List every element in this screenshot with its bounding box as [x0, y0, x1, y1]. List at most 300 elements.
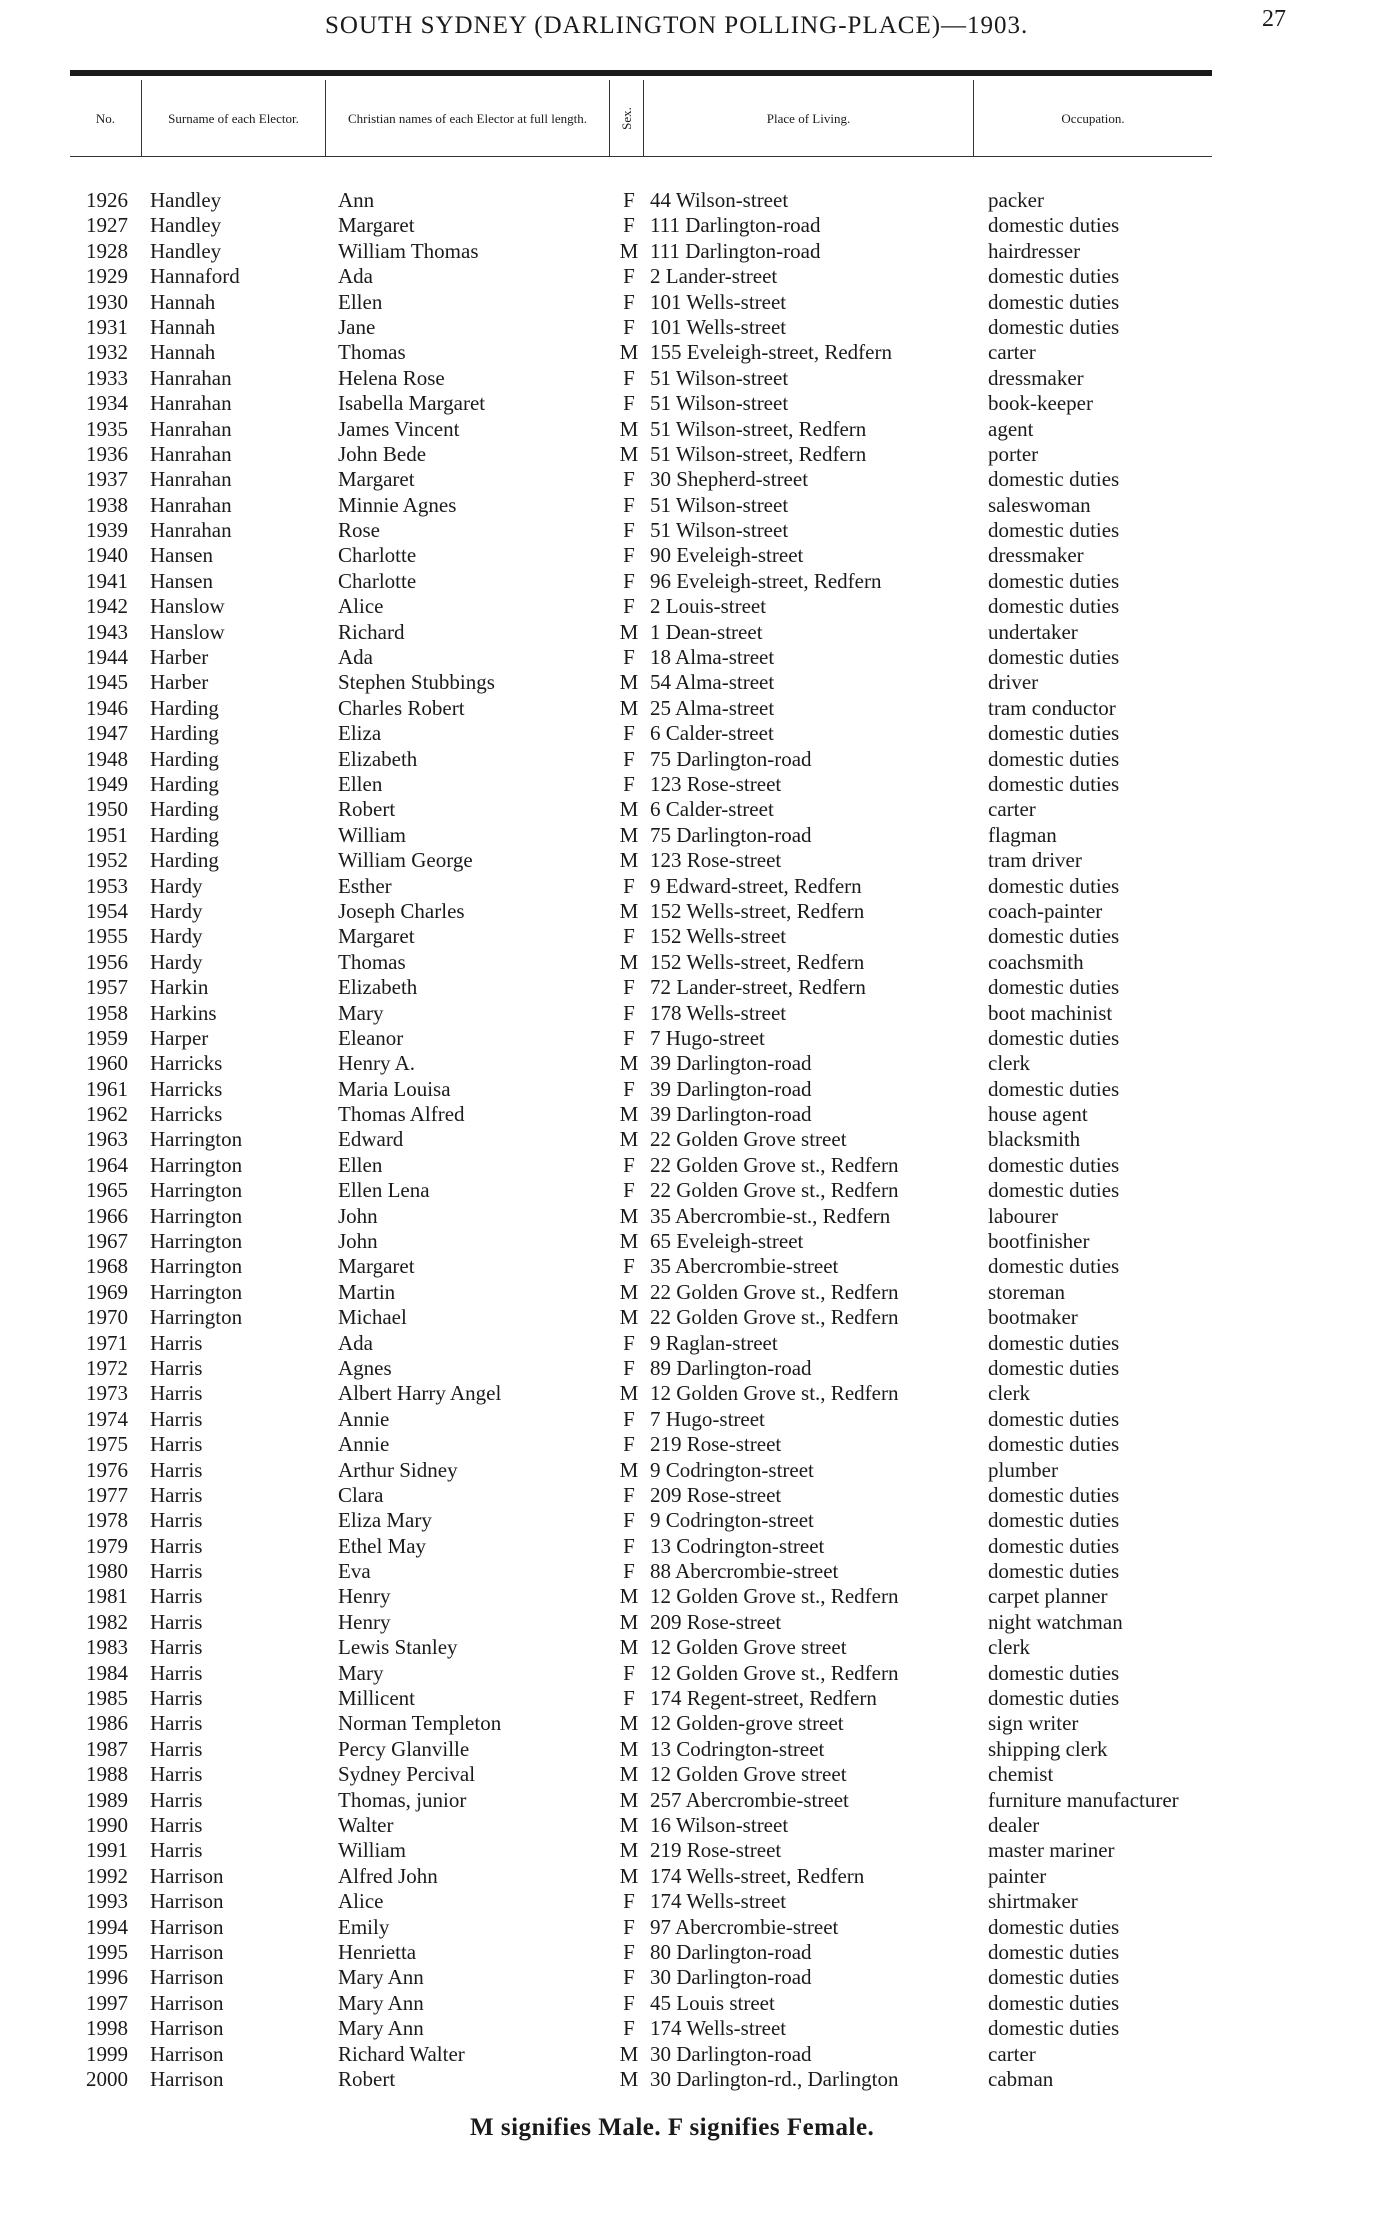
- entry-occupation: book-keeper: [988, 391, 1093, 416]
- table-row: [0, 1280, 1382, 1305]
- entry-surname: Harrison: [150, 1914, 224, 1939]
- entry-occupation: domestic duties: [988, 746, 1120, 771]
- entry-place-of-living: 54 Alma-street: [650, 670, 775, 695]
- entry-christian-names: Eva: [338, 1559, 371, 1584]
- entry-christian-names: John Bede: [338, 441, 427, 466]
- entry-number: 1955: [86, 924, 128, 949]
- entry-sex: M: [619, 1838, 639, 1863]
- entry-number: 1991: [86, 1838, 128, 1863]
- entry-number: 1967: [86, 1229, 128, 1254]
- entry-number: 1993: [86, 1889, 128, 1914]
- entry-sex: M: [619, 1279, 639, 1304]
- entry-place-of-living: 30 Darlington-rd., Darlington: [650, 2066, 899, 2091]
- footer-note: M signifies Male. F signifies Female.: [470, 2114, 875, 2141]
- entry-christian-names: Helena Rose: [338, 365, 445, 390]
- table-row: [0, 442, 1382, 467]
- entry-christian-names: Ellen: [338, 1152, 383, 1177]
- entry-christian-names: Charlotte: [338, 568, 417, 593]
- entry-surname: Hansen: [150, 568, 213, 593]
- entry-number: 1990: [86, 1813, 128, 1837]
- entry-occupation: carter: [988, 340, 1036, 365]
- entry-christian-names: Clara: [338, 1482, 384, 1507]
- entry-surname: Harris: [150, 1432, 203, 1457]
- entry-surname: Handley: [150, 188, 222, 212]
- entry-surname: Harrington: [150, 1279, 243, 1304]
- entry-sex: F: [623, 2016, 635, 2041]
- table-row: [0, 315, 1382, 340]
- entry-occupation: chemist: [988, 1762, 1054, 1787]
- entry-place-of-living: 7 Hugo-street: [650, 1406, 765, 1431]
- entry-number: 1997: [86, 1990, 128, 2015]
- entry-place-of-living: 152 Wells-street: [650, 924, 787, 949]
- entry-sex: F: [623, 289, 635, 314]
- table-row: [0, 1965, 1382, 1990]
- entry-sex: M: [619, 1127, 639, 1152]
- col-header-place: Place of Living.: [644, 80, 974, 156]
- entry-surname: Hanrahan: [150, 518, 232, 543]
- entry-christian-names: Thomas: [338, 949, 406, 974]
- entry-surname: Harris: [150, 1355, 203, 1380]
- entry-place-of-living: 123 Rose-street: [650, 848, 782, 873]
- entry-number: 1945: [86, 670, 128, 695]
- entry-place-of-living: 101 Wells-street: [650, 314, 787, 339]
- entry-number: 1929: [86, 264, 128, 289]
- table-row: [0, 1102, 1382, 1127]
- entry-christian-names: Jane: [338, 314, 376, 339]
- entry-christian-names: Sydney Percival: [338, 1762, 476, 1787]
- entry-occupation: domestic duties: [988, 1965, 1120, 1990]
- table-row: [0, 772, 1382, 797]
- entry-occupation: clerk: [988, 1635, 1030, 1660]
- entry-occupation: dressmaker: [988, 543, 1084, 568]
- entry-occupation: domestic duties: [988, 594, 1120, 619]
- entry-sex: M: [619, 1635, 639, 1660]
- entry-surname: Harrison: [150, 1965, 224, 1990]
- entry-surname: Hanslow: [150, 594, 225, 619]
- entry-christian-names: Stephen Stubbings: [338, 670, 495, 695]
- table-row: [0, 1356, 1382, 1381]
- table-row: [0, 569, 1382, 594]
- entry-place-of-living: 65 Eveleigh-street: [650, 1229, 804, 1254]
- table-row: [0, 264, 1382, 289]
- entry-surname: Harding: [150, 771, 219, 796]
- entry-place-of-living: 75 Darlington-road: [650, 822, 812, 847]
- entry-place-of-living: 2 Louis-street: [650, 594, 767, 619]
- entry-occupation: dealer: [988, 1813, 1040, 1837]
- table-row: [0, 391, 1382, 416]
- table-row: [0, 1305, 1382, 1330]
- entry-surname: Harrington: [150, 1305, 243, 1330]
- entry-surname: Harrington: [150, 1127, 243, 1152]
- entry-place-of-living: 12 Golden Grove st., Redfern: [650, 1584, 899, 1609]
- entry-occupation: bootfinisher: [988, 1229, 1090, 1254]
- entry-christian-names: Mary Ann: [338, 2016, 424, 2041]
- entry-place-of-living: 174 Wells-street: [650, 2016, 787, 2041]
- entry-occupation: domestic duties: [988, 1939, 1120, 1964]
- entry-place-of-living: 39 Darlington-road: [650, 1076, 812, 1101]
- entry-surname: Harrington: [150, 1203, 243, 1228]
- entry-occupation: domestic duties: [988, 1254, 1120, 1279]
- entry-occupation: shirtmaker: [988, 1889, 1078, 1914]
- entry-surname: Hanrahan: [150, 467, 232, 492]
- entry-number: 1996: [86, 1965, 128, 1990]
- entry-place-of-living: 51 Wilson-street, Redfern: [650, 441, 867, 466]
- entry-place-of-living: 39 Darlington-road: [650, 1051, 812, 1076]
- table-row: [0, 417, 1382, 442]
- entry-number: 1970: [86, 1305, 128, 1330]
- entry-place-of-living: 30 Darlington-road: [650, 1965, 812, 1990]
- table-row: [0, 1534, 1382, 1559]
- entry-number: 1949: [86, 771, 128, 796]
- entry-number: 1962: [86, 1102, 128, 1127]
- entry-sex: F: [623, 1152, 635, 1177]
- col-header-surname: Surname of each Elector.: [142, 80, 326, 156]
- entry-occupation: porter: [988, 441, 1039, 466]
- entry-occupation: domestic duties: [988, 2016, 1120, 2041]
- entry-place-of-living: 44 Wilson-street: [650, 188, 789, 212]
- entry-sex: F: [623, 391, 635, 416]
- entry-occupation: domestic duties: [988, 264, 1120, 289]
- entry-surname: Harris: [150, 1686, 203, 1711]
- entry-place-of-living: 13 Codrington-street: [650, 1533, 825, 1558]
- entry-sex: F: [623, 188, 635, 212]
- entry-number: 1995: [86, 1939, 128, 1964]
- entry-christian-names: Margaret: [338, 924, 415, 949]
- entry-number: 1941: [86, 568, 128, 593]
- table-row: [0, 1915, 1382, 1940]
- table-row: [0, 721, 1382, 746]
- entry-surname: Hannaford: [150, 264, 240, 289]
- table-row: [0, 594, 1382, 619]
- table-row: [0, 645, 1382, 670]
- entry-christian-names: Margaret: [338, 467, 415, 492]
- entry-occupation: coachsmith: [988, 949, 1084, 974]
- entry-sex: F: [623, 1990, 635, 2015]
- entry-sex: F: [623, 467, 635, 492]
- entry-surname: Harris: [150, 1330, 203, 1355]
- entry-christian-names: Henry: [338, 1609, 391, 1634]
- entry-sex: F: [623, 1330, 635, 1355]
- entry-christian-names: Annie: [338, 1432, 390, 1457]
- entry-place-of-living: 12 Golden-grove street: [650, 1711, 844, 1736]
- entry-sex: F: [623, 314, 635, 339]
- entry-occupation: clerk: [988, 1051, 1030, 1076]
- entry-sex: F: [623, 568, 635, 593]
- entry-surname: Harris: [150, 1584, 203, 1609]
- entry-occupation: master mariner: [988, 1838, 1115, 1863]
- entry-place-of-living: 39 Darlington-road: [650, 1102, 812, 1127]
- entry-surname: Harricks: [150, 1102, 223, 1127]
- entry-occupation: domestic duties: [988, 1178, 1120, 1203]
- entry-place-of-living: 45 Louis street: [650, 1990, 775, 2015]
- entry-christian-names: Rose: [338, 518, 380, 543]
- entry-occupation: dressmaker: [988, 365, 1084, 390]
- entry-number: 1972: [86, 1355, 128, 1380]
- entry-sex: M: [619, 1457, 639, 1482]
- table-row: [0, 899, 1382, 924]
- entry-number: 1994: [86, 1914, 128, 1939]
- table-row: [0, 1686, 1382, 1711]
- table-row: [0, 1737, 1382, 1762]
- entry-surname: Harrison: [150, 1990, 224, 2015]
- entry-sex: F: [623, 1914, 635, 1939]
- table-row: [0, 1559, 1382, 1584]
- entry-place-of-living: 219 Rose-street: [650, 1432, 782, 1457]
- table-row: [0, 823, 1382, 848]
- entry-christian-names: Margaret: [338, 1254, 415, 1279]
- entry-surname: Harrison: [150, 2066, 224, 2091]
- entry-surname: Harris: [150, 1533, 203, 1558]
- entry-number: 1957: [86, 975, 128, 1000]
- entry-christian-names: Charles Robert: [338, 695, 465, 720]
- entry-surname: Harding: [150, 721, 219, 746]
- entry-number: 1963: [86, 1127, 128, 1152]
- entry-occupation: flagman: [988, 822, 1057, 847]
- entry-surname: Harris: [150, 1406, 203, 1431]
- entry-occupation: domestic duties: [988, 645, 1120, 670]
- entry-place-of-living: 174 Wells-street, Redfern: [650, 1863, 865, 1888]
- entry-christian-names: Annie: [338, 1406, 390, 1431]
- entry-place-of-living: 9 Raglan-street: [650, 1330, 778, 1355]
- entry-surname: Hardy: [150, 924, 203, 949]
- table-row: [0, 1889, 1382, 1914]
- entry-christian-names: Thomas: [338, 340, 406, 365]
- entry-occupation: domestic duties: [988, 1914, 1120, 1939]
- table-row: [0, 1661, 1382, 1686]
- entry-sex: F: [623, 746, 635, 771]
- entry-christian-names: Ellen: [338, 289, 383, 314]
- entry-place-of-living: 51 Wilson-street, Redfern: [650, 416, 867, 441]
- entry-occupation: domestic duties: [988, 1076, 1120, 1101]
- entry-place-of-living: 9 Codrington-street: [650, 1457, 814, 1482]
- entry-number: 1983: [86, 1635, 128, 1660]
- table-row: [0, 1610, 1382, 1635]
- table-row: [0, 518, 1382, 543]
- entry-surname: Harris: [150, 1508, 203, 1533]
- entry-christian-names: William: [338, 1838, 406, 1863]
- entry-christian-names: Alice: [338, 594, 384, 619]
- entry-place-of-living: 101 Wells-street: [650, 289, 787, 314]
- entry-christian-names: Alfred John: [338, 1863, 438, 1888]
- entry-surname: Harris: [150, 1762, 203, 1787]
- entry-surname: Harrington: [150, 1178, 243, 1203]
- entry-place-of-living: 97 Abercrombie-street: [650, 1914, 839, 1939]
- entry-surname: Harris: [150, 1813, 203, 1837]
- entry-number: 1928: [86, 238, 128, 263]
- entry-place-of-living: 22 Golden Grove st., Redfern: [650, 1178, 899, 1203]
- entry-surname: Harris: [150, 1711, 203, 1736]
- table-row: [0, 1838, 1382, 1863]
- entry-sex: F: [623, 721, 635, 746]
- entry-occupation: domestic duties: [988, 1432, 1120, 1457]
- entry-christian-names: Albert Harry Angel: [338, 1381, 502, 1406]
- entry-christian-names: Joseph Charles: [338, 898, 465, 923]
- entry-sex: F: [623, 1686, 635, 1711]
- entry-surname: Harper: [150, 1025, 209, 1050]
- entry-place-of-living: 111 Darlington-road: [650, 213, 821, 238]
- entry-surname: Harris: [150, 1381, 203, 1406]
- table-row: [0, 1458, 1382, 1483]
- entry-place-of-living: 9 Edward-street, Redfern: [650, 873, 862, 898]
- entry-sex: M: [619, 1736, 639, 1761]
- entry-sex: M: [619, 1863, 639, 1888]
- col-header-sex: Sex.: [610, 80, 644, 156]
- entry-place-of-living: 152 Wells-street, Redfern: [650, 898, 865, 923]
- entry-place-of-living: 12 Golden Grove street: [650, 1762, 847, 1787]
- entry-surname: Harding: [150, 848, 219, 873]
- entry-number: 1975: [86, 1432, 128, 1457]
- entry-sex: F: [623, 365, 635, 390]
- entry-occupation: house agent: [988, 1102, 1088, 1127]
- entry-sex: F: [623, 924, 635, 949]
- entry-christian-names: Ada: [338, 1330, 373, 1355]
- entry-place-of-living: 35 Abercrombie-street: [650, 1254, 839, 1279]
- entry-place-of-living: 174 Wells-street: [650, 1889, 787, 1914]
- entry-number: 1936: [86, 441, 128, 466]
- entry-christian-names: Michael: [338, 1305, 407, 1330]
- entry-sex: M: [619, 1102, 639, 1127]
- entry-surname: Harrington: [150, 1254, 243, 1279]
- table-row: [0, 1813, 1382, 1838]
- entry-place-of-living: 72 Lander-street, Redfern: [650, 975, 866, 1000]
- entry-surname: Harris: [150, 1660, 203, 1685]
- entry-christian-names: Ann: [338, 188, 375, 212]
- entry-number: 1942: [86, 594, 128, 619]
- entry-sex: M: [619, 1584, 639, 1609]
- table-row: [0, 1381, 1382, 1406]
- entry-number: 1951: [86, 822, 128, 847]
- entry-christian-names: Elizabeth: [338, 975, 418, 1000]
- elector-list: [0, 188, 1382, 2092]
- entry-christian-names: Isabella Margaret: [338, 391, 486, 416]
- entry-number: 1952: [86, 848, 128, 873]
- table-row: [0, 1051, 1382, 1076]
- page-number: 27: [1262, 6, 1286, 32]
- entry-occupation: domestic duties: [988, 1025, 1120, 1050]
- entry-number: 1926: [86, 188, 128, 212]
- table-row: [0, 1788, 1382, 1813]
- entry-place-of-living: 35 Abercrombie-st., Redfern: [650, 1203, 891, 1228]
- entry-surname: Harris: [150, 1635, 203, 1660]
- entry-occupation: hairdresser: [988, 238, 1081, 263]
- entry-sex: M: [619, 1609, 639, 1634]
- entry-christian-names: Emily: [338, 1914, 390, 1939]
- entry-place-of-living: 12 Golden Grove st., Redfern: [650, 1381, 899, 1406]
- entry-number: 1961: [86, 1076, 128, 1101]
- entry-place-of-living: 89 Darlington-road: [650, 1355, 812, 1380]
- entry-place-of-living: 257 Abercrombie-street: [650, 1787, 849, 1812]
- entry-number: 1950: [86, 797, 128, 822]
- entry-occupation: domestic duties: [988, 518, 1120, 543]
- entry-occupation: coach-painter: [988, 898, 1103, 923]
- entry-christian-names: Arthur Sidney: [338, 1457, 458, 1482]
- entry-sex: F: [623, 1076, 635, 1101]
- entry-sex: M: [619, 619, 639, 644]
- col-header-occupation: Occupation.: [1061, 110, 1125, 126]
- table-row: [0, 2016, 1382, 2041]
- entry-occupation: domestic duties: [988, 1355, 1120, 1380]
- entry-place-of-living: 75 Darlington-road: [650, 746, 812, 771]
- entry-sex: M: [619, 1305, 639, 1330]
- entry-sex: F: [623, 1482, 635, 1507]
- entry-christian-names: Robert: [338, 797, 396, 822]
- entry-christian-names: Robert: [338, 2066, 396, 2091]
- entry-christian-names: Mary Ann: [338, 1990, 424, 2015]
- entry-christian-names: Millicent: [338, 1686, 415, 1711]
- entry-christian-names: Martin: [338, 1279, 396, 1304]
- entry-sex: F: [623, 213, 635, 238]
- entry-sex: F: [623, 1432, 635, 1457]
- entry-number: 1971: [86, 1330, 128, 1355]
- entry-surname: Harris: [150, 1482, 203, 1507]
- entry-place-of-living: 12 Golden Grove street: [650, 1635, 847, 1660]
- entry-christian-names: Thomas, junior: [338, 1787, 467, 1812]
- entry-sex: M: [619, 949, 639, 974]
- entry-surname: Harrington: [150, 1229, 243, 1254]
- entry-occupation: boot machinist: [988, 1000, 1113, 1025]
- entry-surname: Harris: [150, 1787, 203, 1812]
- entry-christian-names: Henry: [338, 1584, 391, 1609]
- entry-occupation: sign writer: [988, 1711, 1079, 1736]
- entry-sex: M: [619, 1051, 639, 1076]
- entry-christian-names: Margaret: [338, 213, 415, 238]
- entry-number: 1927: [86, 213, 128, 238]
- entry-occupation: storeman: [988, 1279, 1065, 1304]
- col-header-no: No.: [70, 80, 142, 156]
- entry-number: 1948: [86, 746, 128, 771]
- entry-christian-names: Mary: [338, 1660, 384, 1685]
- table-row: [0, 1229, 1382, 1254]
- entry-christian-names: Richard Walter: [338, 2041, 465, 2066]
- entry-number: 1998: [86, 2016, 128, 2041]
- entry-christian-names: Mary Ann: [338, 1965, 424, 1990]
- entry-number: 1953: [86, 873, 128, 898]
- table-row: [0, 366, 1382, 391]
- entry-place-of-living: 51 Wilson-street: [650, 365, 789, 390]
- entry-number: 1956: [86, 949, 128, 974]
- entry-sex: F: [623, 1559, 635, 1584]
- entry-christian-names: Lewis Stanley: [338, 1635, 458, 1660]
- entry-place-of-living: 22 Golden Grove st., Redfern: [650, 1152, 899, 1177]
- entry-place-of-living: 123 Rose-street: [650, 771, 782, 796]
- entry-christian-names: Walter: [338, 1813, 394, 1837]
- entry-occupation: domestic duties: [988, 1660, 1120, 1685]
- header-rule: [70, 70, 1212, 76]
- entry-occupation: carter: [988, 797, 1036, 822]
- entry-place-of-living: 22 Golden Grove street: [650, 1127, 847, 1152]
- entry-occupation: domestic duties: [988, 1482, 1120, 1507]
- entry-occupation: domestic duties: [988, 213, 1120, 238]
- entry-sex: F: [623, 1660, 635, 1685]
- table-row: [0, 1153, 1382, 1178]
- entry-occupation: tram driver: [988, 848, 1082, 873]
- entry-christian-names: Alice: [338, 1889, 384, 1914]
- entry-number: 1944: [86, 645, 128, 670]
- table-row: [0, 239, 1382, 264]
- entry-sex: F: [623, 873, 635, 898]
- entry-occupation: domestic duties: [988, 1533, 1120, 1558]
- entry-christian-names: Esther: [338, 873, 392, 898]
- table-row: [0, 1483, 1382, 1508]
- entry-occupation: clerk: [988, 1381, 1030, 1406]
- entry-number: 1965: [86, 1178, 128, 1203]
- entry-surname: Harding: [150, 695, 219, 720]
- table-row: [0, 493, 1382, 518]
- entry-christian-names: Ellen: [338, 771, 383, 796]
- entry-occupation: domestic duties: [988, 1508, 1120, 1533]
- entry-place-of-living: 155 Eveleigh-street, Redfern: [650, 340, 892, 365]
- entry-christian-names: Ada: [338, 645, 373, 670]
